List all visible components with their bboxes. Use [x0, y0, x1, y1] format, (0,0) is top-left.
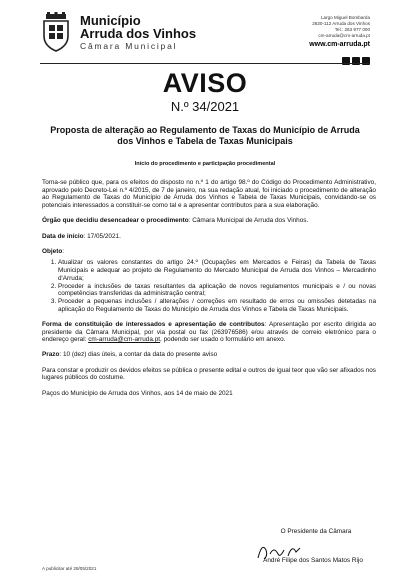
address-line2: 2630-112 Arruda dos Vinhos — [312, 21, 370, 26]
form-text: : Apresentação por escrito dirigida ao presidente da Câmara Municipal, por via postal ou fax (263976586) e/ou através de correio eletrónico para o endereço geral: — [42, 320, 376, 344]
letterhead — [40, 12, 380, 70]
objective-heading — [42, 248, 376, 256]
organ-value: : Câmara Municipal de Arruda dos Vinhos. — [188, 217, 309, 225]
address-line1: Largo Miguel Bombarda — [320, 15, 370, 20]
organ-paragraph — [42, 217, 376, 225]
org-line1: Município — [80, 13, 141, 28]
start-value: : 17/05/2021. — [83, 232, 121, 240]
intro-paragraph: Torna-se público que, para os efeitos do disposto no n.º 1 do artigo 98.º do Código do Procedimento Administrativo, aprovado pelo Decreto-Lei n.º 4/2015, de 7 de janeiro, na sua redação atual, foi iniciado o procedimento de alteração ao Regulamento de Taxas do Município de Arruda dos Vinhos e Tabela de Taxas Municipais, convidando-se os potenciais interessados a constituir-se como tal e a apresentar contributos para a sua elaboração. — [42, 179, 376, 210]
deadline-label: Prazo — [42, 351, 60, 359]
email: cm-arruda@cm-arruda.pt — [318, 33, 370, 38]
deadline-value: : 10 (dez) dias úteis, a contar da data do presente aviso — [59, 351, 218, 359]
website[interactable]: www.cm-arruda.pt — [309, 41, 370, 48]
start-paragraph — [42, 233, 376, 241]
contact-info — [309, 15, 370, 49]
org-line3: Câmara Municipal — [80, 41, 178, 51]
phone: Tel.: 263 977 000 — [334, 27, 370, 32]
form-text-after: , podendo ser usado o formulário em anexo. — [160, 336, 286, 344]
start-label: Data de início — [42, 232, 84, 240]
header-divider — [40, 63, 370, 64]
municipal-crest-icon — [40, 12, 72, 52]
procedure-stage: Início do procedimento e participação procedimental — [134, 161, 276, 167]
list-item: 3. Proceder a pequenas inclusões / alterações / correções em resultado de erros ou omissões detetadas na aplicação do Regulamento de Taxas do Município de Arruda dos Vinhos e Tabela de Taxas Municipais. — [58, 298, 376, 313]
list-item: 1. Atualizar os valores constantes do artigo 24.º (Ocupações em Mercados e Feiras) da Tabela de Taxas Municipais e adequar ao projeto de Regulamento do Mercado Municipal de Arruda dos Vinhos – Mercadinho d'Arruda; — [58, 259, 376, 282]
list-item: 2. Proceder a inclusões de taxas resultantes da aplicação de novos regulamentos municipais e / ou novas competências transferidas da administração central; — [58, 283, 376, 298]
organ-label: Órgão que decidiu desencadear o procedimento — [42, 217, 189, 225]
signatory-role: O Presidente da Câmara — [280, 528, 352, 535]
signatory-name: André Filipe dos Santos Matos Rijo — [263, 557, 363, 564]
document-number: N.º 34/2021 — [170, 99, 240, 114]
place-date: Paços do Município de Arruda dos Vinhos, aos 14 de maio de 2021 — [42, 389, 233, 397]
document-body — [42, 179, 376, 397]
publication-note: A publicitar até 28/05/2021 — [42, 566, 97, 571]
document-subject: Proposta de alteração ao Regulamento de Taxas do Município de Arruda dos Vinhos e Tabela de Taxas Municipais — [50, 125, 360, 146]
org-line2: Arruda dos Vinhos — [80, 26, 197, 41]
objective-list — [42, 259, 376, 313]
form-email-link[interactable]: cm-arruda@cm-arruda.pt — [88, 336, 161, 344]
organization-name — [80, 14, 196, 52]
form-label: Forma de constituição de interessados e apresentação de contributos — [42, 320, 265, 328]
closing-paragraph: Para constar e produzir os devidos efeitos se pública o presente edital e outros de igual teor que vão ser afixados nos lugares públicos do costume. — [42, 366, 376, 382]
document-title: AVISO — [162, 68, 248, 98]
form-paragraph — [42, 321, 376, 344]
objective-suffix: : — [62, 247, 65, 255]
objective-label: Objeto — [42, 247, 63, 255]
deadline-paragraph — [42, 351, 376, 359]
